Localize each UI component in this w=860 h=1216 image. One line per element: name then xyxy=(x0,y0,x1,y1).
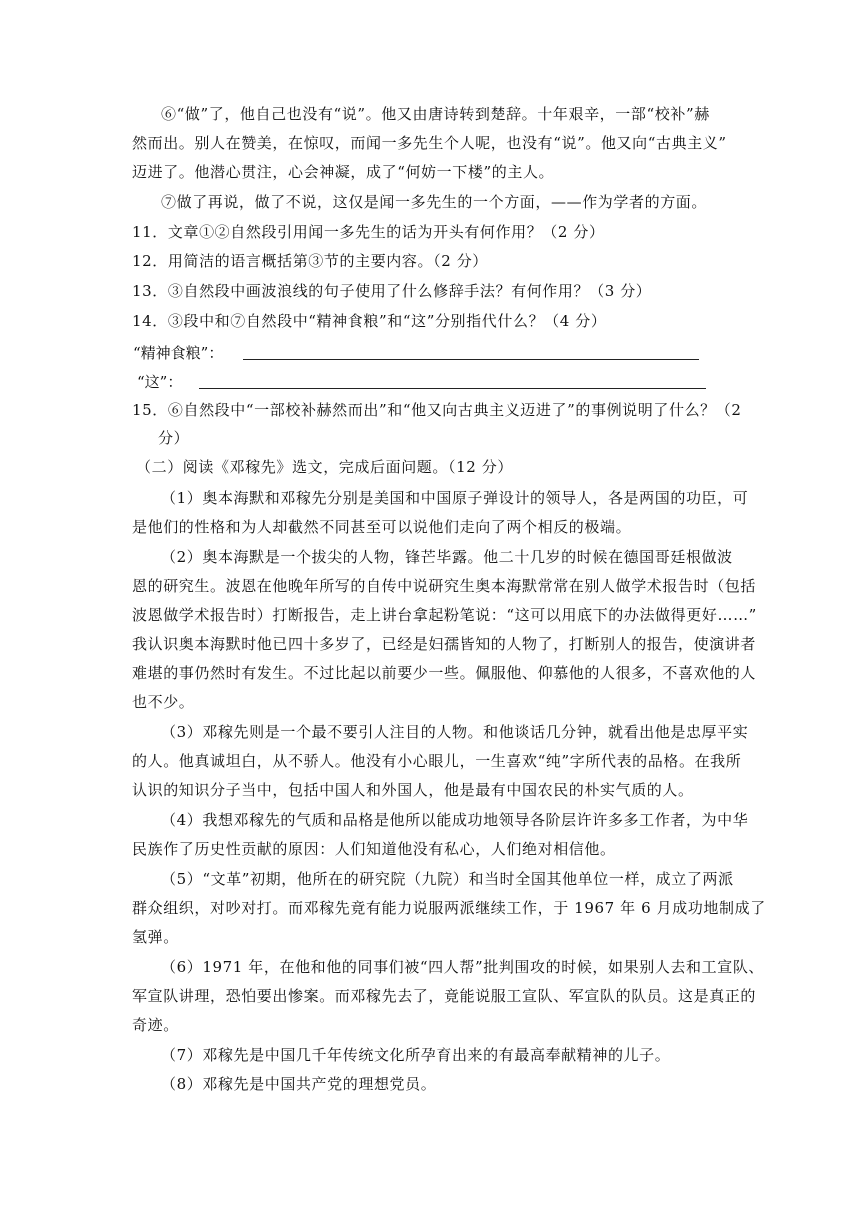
question-13: 13．③自然段中画波浪线的句子使用了什么修辞手法？有何作用？（3 分） xyxy=(132,282,652,300)
section-2-paragraph-2-line-4: 我认识奥本海默时他已四十多岁了，已经是妇孺皆知的人物了，打断别人的报告，使演讲者 xyxy=(132,635,757,653)
answer-line-1[interactable] xyxy=(243,359,699,360)
section-2-paragraph-2-line-6: 也不少。 xyxy=(132,693,195,711)
section-2-paragraph-6-line-2: 军宣队讲理，恐怕要出惨案。而邓稼先去了，竟能说服工宣队、军宣队的队员。这是真正的 xyxy=(132,987,757,1005)
section-2-paragraph-5-line-3: 氢弹。 xyxy=(132,928,179,946)
section-2-heading: （二）阅读《邓稼先》选文，完成后面问题。（12 分） xyxy=(136,458,513,476)
section-2-paragraph-5-line-2: 群众组织，对吵对打。而邓稼先竟有能力说服两派继续工作，于 1967 年 6 月成功地制成了 xyxy=(132,899,766,917)
question-15-line-1: 15．⑥自然段中“一部校补赫然而出”和“他又向古典主义迈进了”的事例说明了什么？（2 xyxy=(132,401,742,419)
section-2-paragraph-7: （7）邓稼先是中国几千年传统文化所孕育出来的有最高奉献精神的儿子。 xyxy=(161,1046,671,1064)
passage-paragraph-6-line-3: 迈进了。他潜心贯注，心会神凝，成了“何妨一下楼”的主人。 xyxy=(132,163,555,181)
question-14-blank-label-1: “精神食粮”： xyxy=(133,344,224,362)
question-11: 11．文章①②自然段引用闻一多先生的话为开头有何作用？（2 分） xyxy=(132,223,605,241)
section-2-paragraph-3-line-3: 认识的知识分子当中，包括中国人和外国人，他是最有中国农民的朴实气质的人。 xyxy=(132,781,694,799)
section-2-paragraph-1-line-1: （1）奥本海默和邓稼先分别是美国和中国原子弹设计的领导人，各是两国的功臣，可 xyxy=(161,489,749,507)
section-2-paragraph-6-line-3: 奇迹。 xyxy=(132,1016,179,1034)
section-2-paragraph-5-line-1: （5）“文革”初期，他所在的研究院（九院）和当时全国其他单位一样，成立了两派 xyxy=(161,870,734,888)
section-2-paragraph-3-line-1: （3）邓稼先则是一个最不要引人注目的人物。和他谈话几分钟，就看出他是忠厚平实 xyxy=(161,723,749,741)
section-2-paragraph-2-line-3: 波恩做学术报告时）打断报告，走上讲台拿起粉笔说：“这可以用底下的办法做得更好……” xyxy=(132,606,757,624)
question-12: 12．用简洁的语言概括第③节的主要内容。（2 分） xyxy=(132,252,488,270)
section-2-paragraph-4-line-1: （4）我想邓稼先的气质和品格是他所以能成功地领导各阶层许许多多工作者，为中华 xyxy=(161,811,749,829)
answer-line-2[interactable] xyxy=(199,388,706,389)
question-14: 14．③段中和⑦自然段中“精神食粮”和“这”分别指代什么？（4 分） xyxy=(132,312,607,330)
section-2-paragraph-2-line-5: 难堪的事仍然时有发生。不过比起以前要少一些。佩服他、仰慕他的人很多，不喜欢他的人 xyxy=(132,664,757,682)
section-2-paragraph-4-line-2: 民族作了历史性贡献的原因：人们知道他没有私心，人们绝对相信他。 xyxy=(132,840,616,858)
section-2-paragraph-6-line-1: （6）1971 年，在他和他的同事们被“四人帮”批判围攻的时候，如果别人去和工宣队、 xyxy=(161,958,765,976)
section-2-paragraph-2-line-2: 恩的研究生。波恩在他晚年所写的自传中说研究生奥本海默常常在别人做学术报告时（包括 xyxy=(132,577,757,595)
section-2-paragraph-1-line-2: 是他们的性格和为人却截然不同甚至可以说他们走向了两个相反的极端。 xyxy=(132,518,632,536)
passage-paragraph-6-line-1: ⑥“做”了，他自己也没有“说”。他又由唐诗转到楚辞。十年艰辛，一部“校补”赫 xyxy=(161,105,710,123)
question-14-blank-label-2: “这”： xyxy=(137,373,183,391)
passage-paragraph-7: ⑦做了再说，做了不说，这仅是闻一多先生的一个方面，——作为学者的方面。 xyxy=(161,193,708,211)
section-2-paragraph-8: （8）邓稼先是中国共产党的理想党员。 xyxy=(161,1075,437,1093)
passage-paragraph-6-line-2: 然而出。别人在赞美，在惊叹，而闻一多先生个人呢，也没有“说”。他又向“古典主义” xyxy=(132,134,727,152)
section-2-paragraph-2-line-1: （2）奥本海默是一个拔尖的人物，锋芒毕露。他二十几岁的时候在德国哥廷根做波 xyxy=(161,548,733,566)
question-15-line-2: 分） xyxy=(158,429,190,447)
section-2-paragraph-3-line-2: 的人。他真诚坦白，从不骄人。他没有小心眼儿，一生喜欢“纯”字所代表的品格。在我所 xyxy=(132,752,742,770)
